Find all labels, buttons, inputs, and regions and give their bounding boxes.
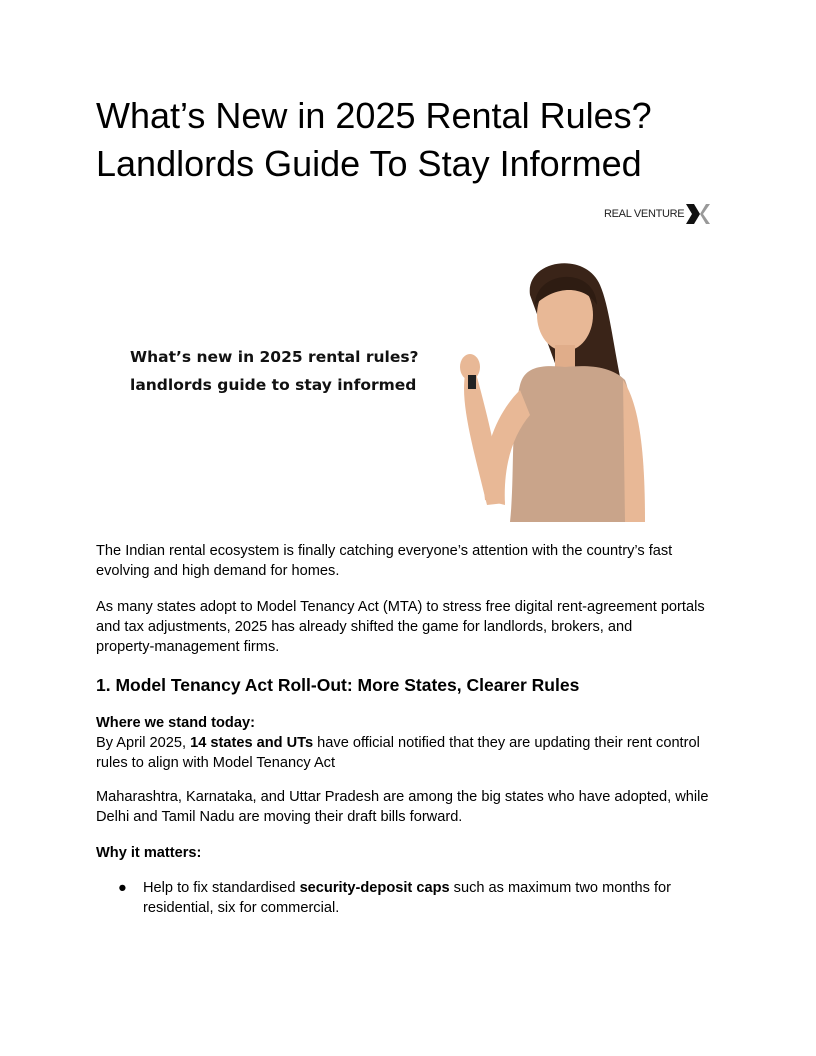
banner-line-2: landlords guide to stay informed — [130, 376, 417, 394]
bullet-text-post: such as maximum two months for residential, six for commercial. — [143, 880, 672, 916]
where-text-post: have official notified that they are updating their rent control rules to align with Model Tenancy Act — [96, 735, 700, 771]
x-logo-icon — [686, 204, 710, 224]
title-line-1: What’s New in 2025 Rental Rules? — [96, 95, 652, 136]
logo-text: REAL VENTURE — [604, 208, 685, 220]
intro-paragraph-2: As many states adopt to Model Tenancy Act (MTA) to stress free digital rent‑agreement portals and tax adjustments, 2025 has already shifted the game for landlords, brokers, and property‑management firms. — [96, 599, 705, 655]
states-paragraph: Maharashtra, Karnataka, and Uttar Pradesh are among the big states who have adopted, while Delhi and Tamil Nadu are moving their draft bills forward. — [96, 789, 709, 825]
bullet-text-pre: Help to fix standardised — [143, 880, 300, 896]
where-text-bold: 14 states and UTs — [190, 735, 314, 751]
where-text-pre: By April 2025, — [96, 735, 191, 751]
document-title — [96, 92, 736, 188]
where-label: Where we stand today: — [96, 715, 255, 731]
why-it-matters-label: Why it matters: — [96, 845, 202, 861]
intro-paragraph-1: The Indian rental ecosystem is finally catching everyone’s attention with the country’s fast evolving and high demand for homes. — [96, 543, 673, 579]
hero-banner-image — [120, 255, 660, 522]
bullet-item — [143, 878, 703, 918]
bullet-icon: ● — [118, 880, 127, 896]
title-line-2: Landlords Guide To Stay Informed — [96, 143, 642, 184]
banner-caption — [130, 343, 419, 399]
real-venture-logo — [604, 204, 710, 224]
where-we-stand-paragraph — [96, 713, 726, 773]
bullet-text-bold: security‑deposit caps — [299, 880, 450, 896]
woman-holding-keys-illustration — [435, 255, 660, 522]
banner-line-1: What’s new in 2025 rental rules? — [130, 348, 419, 366]
section-1-heading: 1. Model Tenancy Act Roll‑Out: More States, Clearer Rules — [96, 675, 580, 695]
